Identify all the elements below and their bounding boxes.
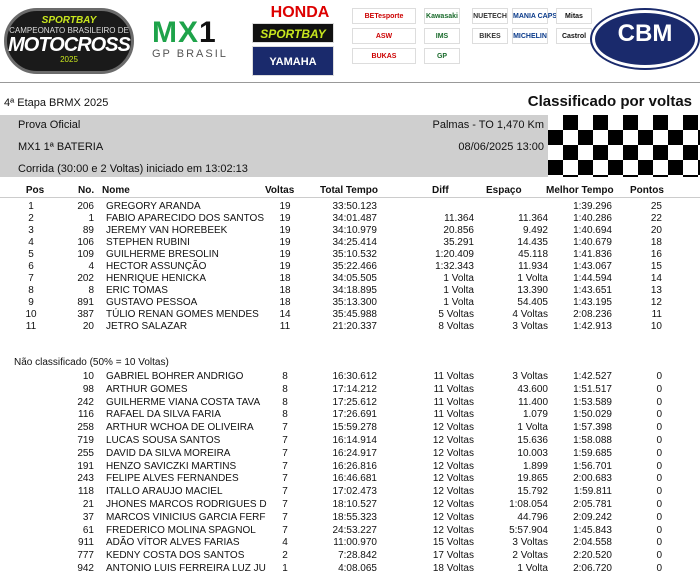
session-date: 08/06/2025 13:00 [458, 141, 544, 153]
cell-diff: 1 Volta [443, 285, 474, 296]
cell-number: 109 [77, 249, 94, 260]
cell-laps: 19 [279, 201, 291, 212]
table-row [0, 201, 700, 213]
cell-diff: 17 Voltas [432, 550, 474, 562]
table-row [0, 261, 700, 273]
cell-laps: 7 [282, 460, 288, 472]
sponsor-logo: GP [424, 48, 460, 64]
table-row [0, 249, 700, 261]
cell-number: 21 [82, 499, 94, 510]
not-classified-label: Não classificado (50% = 10 Voltas) [14, 357, 169, 368]
cell-points: 0 [656, 473, 662, 485]
cell-number: 118 [78, 486, 94, 498]
table-row [0, 213, 700, 225]
cell-best-lap: 1:43.651 [573, 285, 612, 296]
cell-total-time: 16:46.681 [332, 473, 377, 485]
cell-points: 0 [656, 550, 662, 562]
cell-points: 14 [650, 273, 662, 284]
cell-laps: 19 [279, 261, 291, 272]
sponsor-logo: Mitas [556, 8, 592, 24]
cell-points: 0 [656, 524, 662, 536]
header-points: Pontos [630, 185, 664, 196]
cell-pos: 4 [28, 237, 34, 248]
cell-total-time: 35:22.466 [332, 261, 377, 272]
session-type: Prova Oficial [18, 119, 81, 131]
cell-diff: 12 Voltas [432, 473, 474, 485]
cell-gap: 15.636 [517, 435, 548, 446]
cell-points: 0 [656, 511, 662, 523]
sponsor-logo: BETesporte [352, 8, 416, 24]
cell-name: RAFAEL DA SILVA FARIA [106, 409, 221, 421]
sponsor-logo: MICHELIN [512, 28, 548, 44]
cell-points: 0 [656, 383, 662, 395]
cell-best-lap: 2:00.683 [573, 473, 612, 485]
cell-laps: 7 [282, 499, 288, 510]
cell-gap: 45.118 [518, 249, 548, 260]
cell-best-lap: 1:40.679 [573, 237, 612, 248]
cell-points: 18 [650, 237, 662, 248]
cell-gap: 11.934 [518, 261, 548, 272]
cell-name: HECTOR ASSUNÇÃO [106, 261, 207, 272]
cell-number: 243 [77, 473, 94, 485]
cell-gap: 3 Voltas [512, 321, 548, 332]
cell-laps: 8 [282, 371, 288, 382]
cell-diff: 12 Voltas [432, 524, 474, 536]
sponsor-logo: IMS [424, 28, 460, 44]
cell-total-time: 34:18.895 [332, 285, 377, 296]
cell-gap: 1 Volta [517, 563, 548, 574]
cell-pos: 7 [28, 273, 34, 284]
cell-best-lap: 1:40.286 [573, 213, 612, 224]
cell-name: FREDERICO MOLINA SPAGNOL [106, 524, 256, 536]
logo-subtitle: CAMPEONATO BRASILEIRO DE [9, 26, 129, 35]
cell-diff: 35.291 [443, 237, 474, 248]
cell-gap: 19.865 [517, 473, 548, 485]
cell-diff: 15 Voltas [432, 537, 474, 549]
sponsor-logo: MANIA CAPS [512, 8, 548, 24]
cell-name: FABIO APARECIDO DOS SANTOS [106, 213, 265, 224]
cell-diff: 1:32.343 [435, 261, 474, 272]
table-row [0, 473, 700, 485]
cell-laps: 4 [282, 537, 288, 549]
cell-total-time: 16:24.917 [332, 447, 377, 459]
cell-best-lap: 1:40.694 [573, 225, 612, 236]
cell-best-lap: 1:41.836 [573, 249, 612, 260]
cell-gap: 1:08.054 [509, 499, 548, 510]
table-row [0, 563, 700, 575]
cell-total-time: 34:05.505 [332, 273, 377, 284]
cell-best-lap: 1:43.195 [573, 297, 612, 308]
cell-number: 37 [82, 511, 94, 523]
cell-pos: 1 [28, 201, 34, 212]
sportbay-logo: SPORTBAY [252, 23, 334, 43]
cell-total-time: 35:10.532 [332, 249, 377, 260]
cell-number: 911 [78, 537, 94, 549]
cell-gap: 1 Volta [517, 273, 548, 284]
cell-total-time: 11:00.970 [333, 537, 377, 549]
session-category: MX1 1ª BATERIA [18, 141, 104, 153]
cell-number: 255 [77, 447, 94, 459]
cell-name: ERIC TOMAS [106, 285, 168, 296]
cell-laps: 1 [282, 563, 288, 574]
cell-best-lap: 1:50.029 [573, 409, 612, 421]
cell-laps: 8 [282, 409, 288, 421]
gp-brasil-text: GP BRASIL [152, 48, 228, 60]
cell-total-time: 15:59.278 [332, 422, 377, 434]
table-row [0, 237, 700, 249]
cell-name: TÚLIO RENAN GOMES MENDES [106, 309, 259, 320]
table-row [0, 285, 700, 297]
cell-total-time: 18:10.527 [332, 499, 377, 510]
cell-laps: 8 [282, 396, 288, 408]
cell-diff: 12 Voltas [432, 435, 474, 446]
cell-total-time: 18:55.323 [332, 511, 377, 523]
cell-gap: 15.792 [517, 486, 548, 498]
cell-diff: 12 Voltas [432, 499, 474, 510]
table-row [0, 273, 700, 285]
cell-points: 0 [656, 447, 662, 459]
header-no: No. [78, 185, 95, 196]
cell-number: 20 [82, 321, 94, 332]
cell-diff: 11.364 [444, 213, 474, 224]
sponsor-header [0, 0, 700, 82]
cell-best-lap: 1:59.811 [573, 486, 612, 498]
cell-pos: 11 [25, 321, 37, 332]
sponsor-logo: Kawasaki [424, 8, 460, 24]
cell-laps: 19 [279, 249, 291, 260]
mx1-gp-brasil-logo [152, 18, 242, 60]
cell-gap: 10.003 [517, 447, 548, 459]
cell-gap: 2 Voltas [512, 550, 548, 562]
sponsor-logo: ASW [352, 28, 416, 44]
cell-name: FELIPE ALVES FERNANDES [106, 473, 239, 485]
cell-best-lap: 1:59.685 [573, 447, 612, 459]
table-row [0, 225, 700, 237]
cell-name: HENRIQUE HENICKA [106, 273, 207, 284]
cell-number: 777 [77, 550, 94, 562]
cell-name: JHONES MARCOS RODRIGUES D [106, 499, 267, 510]
cell-laps: 19 [279, 237, 291, 248]
cell-diff: 12 Voltas [432, 486, 474, 498]
cell-name: ANTONIO LUIS FERREIRA LUZ JU [106, 563, 266, 574]
cell-laps: 7 [282, 422, 288, 434]
table-row [0, 537, 700, 549]
cell-number: 719 [77, 435, 94, 446]
cell-laps: 14 [279, 309, 291, 320]
cell-total-time: 4:08.065 [338, 563, 377, 574]
logo-sportbay-text: SPORTBAY [41, 15, 97, 26]
cell-diff: 5 Voltas [438, 309, 474, 320]
header-diff: Diff [432, 185, 449, 196]
cell-name: GUILHERME BRESOLIN [106, 249, 219, 260]
cell-diff: 11 Voltas [433, 383, 474, 395]
cell-diff: 12 Voltas [432, 511, 474, 523]
cell-total-time: 34:25.414 [332, 237, 377, 248]
cell-number: 106 [77, 237, 94, 248]
cell-total-time: 17:02.473 [332, 486, 377, 498]
cell-diff: 11 Voltas [433, 409, 474, 421]
cell-diff: 12 Voltas [432, 422, 474, 434]
cell-diff: 12 Voltas [432, 447, 474, 459]
cell-total-time: 17:26.691 [332, 409, 377, 421]
table-row [0, 397, 700, 409]
cell-number: 387 [77, 309, 94, 320]
logo-motocross: MOTOCROSS [8, 34, 130, 56]
cell-laps: 8 [282, 383, 288, 395]
cell-diff: 20.856 [443, 225, 474, 236]
cell-best-lap: 2:09.242 [573, 511, 612, 523]
cell-number: 8 [88, 285, 94, 296]
cell-laps: 18 [279, 297, 291, 308]
cell-name: LUCAS SOUSA SANTOS [106, 435, 221, 446]
cell-laps: 2 [282, 550, 288, 562]
cell-laps: 7 [282, 447, 288, 459]
session-location: Palmas - TO 1,470 Km [432, 119, 544, 131]
cell-laps: 7 [282, 473, 288, 485]
cell-best-lap: 1:51.517 [573, 383, 612, 395]
cell-points: 13 [650, 285, 662, 296]
cell-diff: 1 Volta [443, 297, 474, 308]
cell-name: GUSTAVO PESSOA [106, 297, 198, 308]
cell-laps: 18 [279, 285, 291, 296]
cell-best-lap: 1:42.527 [573, 371, 612, 382]
cell-number: 891 [77, 297, 94, 308]
cell-best-lap: 1:53.589 [573, 396, 612, 408]
cell-best-lap: 2:05.781 [573, 499, 612, 510]
cell-total-time: 21:20.337 [332, 321, 377, 332]
cell-name: GUILHERME VIANA COSTA TAVA [106, 396, 261, 408]
cbm-logo: CBM [592, 10, 698, 68]
cell-gap: 1 Volta [517, 422, 548, 434]
cell-gap: 11.400 [518, 396, 548, 408]
honda-logo: HONDA [270, 4, 330, 21]
table-row [0, 486, 700, 498]
session-banner [0, 115, 700, 177]
cell-number: 1 [88, 213, 94, 224]
cell-best-lap: 2:20.520 [573, 550, 612, 562]
cell-name: JEREMY VAN HOREBEEK [106, 225, 228, 236]
motocross-championship-logo [4, 8, 134, 74]
cell-points: 0 [656, 409, 662, 421]
cell-best-lap: 2:08.236 [573, 309, 612, 320]
cell-gap: 3 Voltas [512, 537, 548, 549]
cell-best-lap: 1:58.088 [573, 435, 612, 446]
cell-gap: 54.405 [517, 297, 548, 308]
cell-gap: 9.492 [522, 225, 548, 236]
cell-points: 20 [650, 225, 662, 236]
cell-points: 0 [656, 435, 662, 446]
cell-laps: 7 [282, 486, 288, 498]
cell-points: 10 [650, 321, 662, 332]
cell-diff: 1:20.409 [435, 249, 474, 260]
header-divider [0, 82, 700, 83]
cell-total-time: 17:25.612 [332, 396, 377, 408]
cell-points: 0 [656, 460, 662, 472]
cell-number: 206 [77, 201, 94, 212]
cell-gap: 14.435 [517, 237, 548, 248]
cell-points: 16 [650, 249, 662, 260]
cell-pos: 8 [28, 285, 34, 296]
cell-name: HENZO SAVICZKI MARTINS [106, 460, 237, 472]
cell-gap: 3 Voltas [512, 371, 548, 382]
cell-gap: 1.899 [522, 460, 548, 472]
table-row [0, 461, 700, 473]
cell-points: 22 [650, 213, 662, 224]
cell-number: 202 [77, 273, 94, 284]
cell-best-lap: 2:04.558 [573, 537, 612, 549]
cell-points: 0 [656, 563, 662, 574]
cell-pos: 10 [25, 309, 37, 320]
cell-best-lap: 1:57.398 [573, 422, 612, 434]
cell-gap: 44.796 [517, 511, 548, 523]
cell-points: 11 [651, 309, 662, 320]
cell-total-time: 35:13.300 [332, 297, 377, 308]
table-row [0, 448, 700, 460]
cell-total-time: 34:01.487 [332, 213, 377, 224]
cell-total-time: 17:14.212 [332, 383, 377, 395]
cell-total-time: 34:10.979 [332, 225, 377, 236]
cell-name: STEPHEN RUBINI [106, 237, 190, 248]
cell-gap: 4 Voltas [512, 309, 548, 320]
cell-name: ARTHUR GOMES [106, 383, 188, 395]
sponsor-logo: Castrol [556, 28, 592, 44]
table-row [0, 409, 700, 421]
cell-laps: 19 [279, 213, 291, 224]
table-row [0, 371, 700, 383]
sponsor-logo: NUETECH [472, 8, 508, 24]
cell-points: 15 [650, 261, 662, 272]
cell-total-time: 16:14.914 [332, 435, 377, 446]
cell-points: 12 [650, 297, 662, 308]
cell-name: JETRO SALAZAR [106, 321, 188, 332]
cell-points: 0 [656, 396, 662, 408]
cell-pos: 5 [28, 249, 34, 260]
table-row [0, 297, 700, 309]
cell-points: 25 [650, 201, 662, 212]
header-laps: Voltas [265, 185, 295, 196]
table-row [0, 525, 700, 537]
table-row [0, 384, 700, 396]
cell-number: 191 [77, 460, 94, 472]
cell-gap: 43.600 [517, 383, 548, 395]
cell-gap: 11.364 [518, 213, 548, 224]
mx1-text: MX1 [152, 16, 217, 49]
table-row [0, 321, 700, 333]
cell-name: DAVID DA SILVA MOREIRA [106, 447, 231, 459]
cell-number: 258 [77, 422, 94, 434]
event-name: 4ª Etapa BRMX 2025 [4, 97, 109, 109]
cell-name: GABRIEL BOHRER ANDRIGO [106, 371, 244, 382]
cell-diff: 11 Voltas [433, 371, 474, 382]
cell-total-time: 33:50.123 [332, 201, 377, 212]
race-info: Corrida (30:00 e 2 Voltas) iniciado em 13:02:13 [18, 163, 248, 175]
cell-number: 4 [88, 261, 94, 272]
table-row [0, 499, 700, 511]
cell-diff: 18 Voltas [432, 563, 474, 574]
sponsor-logo: BUKAS [352, 48, 416, 64]
cell-name: GREGORY ARANDA [106, 201, 201, 212]
cell-laps: 7 [282, 524, 288, 536]
cell-name: MARCOS VINICIUS GARCIA FERF [106, 511, 266, 523]
cell-total-time: 24:53.227 [332, 524, 377, 536]
table-row [0, 309, 700, 321]
cell-best-lap: 1:56.701 [573, 460, 612, 472]
cell-name: ITALLO ARAUJO MACIEL [106, 486, 223, 498]
cell-best-lap: 2:06.720 [573, 563, 612, 574]
cell-pos: 2 [28, 213, 34, 224]
cell-diff: 11 Voltas [433, 396, 474, 408]
cell-best-lap: 1:43.067 [573, 261, 612, 272]
cell-diff: 8 Voltas [438, 321, 474, 332]
table-row [0, 512, 700, 524]
cell-laps: 7 [282, 435, 288, 446]
cell-total-time: 7:28.842 [338, 550, 377, 562]
header-gap: Espaço [486, 185, 522, 196]
cell-points: 0 [656, 537, 662, 549]
cell-points: 0 [656, 422, 662, 434]
cell-name: ADÃO VÍTOR ALVES FARIAS [106, 537, 240, 549]
table-row [0, 435, 700, 447]
cell-points: 0 [656, 486, 662, 498]
cell-laps: 11 [279, 321, 291, 332]
cell-diff: 1 Volta [443, 273, 474, 284]
cell-gap: 5:57.904 [509, 524, 548, 536]
logo-year: 2025 [60, 55, 78, 64]
header-name: Nome [102, 185, 130, 196]
header-best-lap: Melhor Tempo [546, 185, 614, 196]
cell-diff: 12 Voltas [432, 460, 474, 472]
cell-name: KEDNY COSTA DOS SANTOS [106, 550, 245, 562]
cell-pos: 6 [28, 261, 34, 272]
cell-total-time: 16:30.612 [332, 371, 377, 382]
cell-points: 0 [656, 371, 662, 382]
cell-points: 0 [656, 499, 662, 510]
cell-gap: 1.079 [522, 409, 548, 421]
cell-pos: 3 [28, 225, 34, 236]
cell-number: 61 [82, 524, 94, 536]
cell-laps: 19 [279, 225, 291, 236]
cell-best-lap: 1:39.296 [573, 201, 612, 212]
cell-laps: 18 [279, 273, 291, 284]
cell-number: 942 [77, 563, 94, 574]
table-row [0, 550, 700, 562]
cell-number: 10 [82, 371, 94, 382]
cell-laps: 7 [282, 511, 288, 523]
cell-best-lap: 1:42.913 [573, 321, 612, 332]
cell-gap: 13.390 [517, 285, 548, 296]
cell-number: 89 [82, 225, 94, 236]
cell-number: 98 [82, 383, 94, 395]
cell-number: 116 [78, 409, 94, 421]
cell-best-lap: 1:45.843 [573, 524, 612, 536]
header-pos: Pos [25, 185, 45, 196]
cell-pos: 9 [28, 297, 34, 308]
sponsor-logo: BIKES [472, 28, 508, 44]
yamaha-logo: YAMAHA [252, 46, 334, 76]
checkered-flag-icon [548, 115, 700, 177]
cell-best-lap: 1:44.594 [573, 273, 612, 284]
cell-number: 242 [77, 396, 94, 408]
cell-total-time: 16:26.816 [332, 460, 377, 472]
cell-total-time: 35:45.988 [332, 309, 377, 320]
report-title: Classificado por voltas [527, 93, 692, 110]
cell-name: ARTHUR WCHOA DE OLIVEIRA [106, 422, 254, 434]
header-underline [0, 197, 700, 198]
table-row [0, 422, 700, 434]
header-total-time: Total Tempo [320, 185, 378, 196]
